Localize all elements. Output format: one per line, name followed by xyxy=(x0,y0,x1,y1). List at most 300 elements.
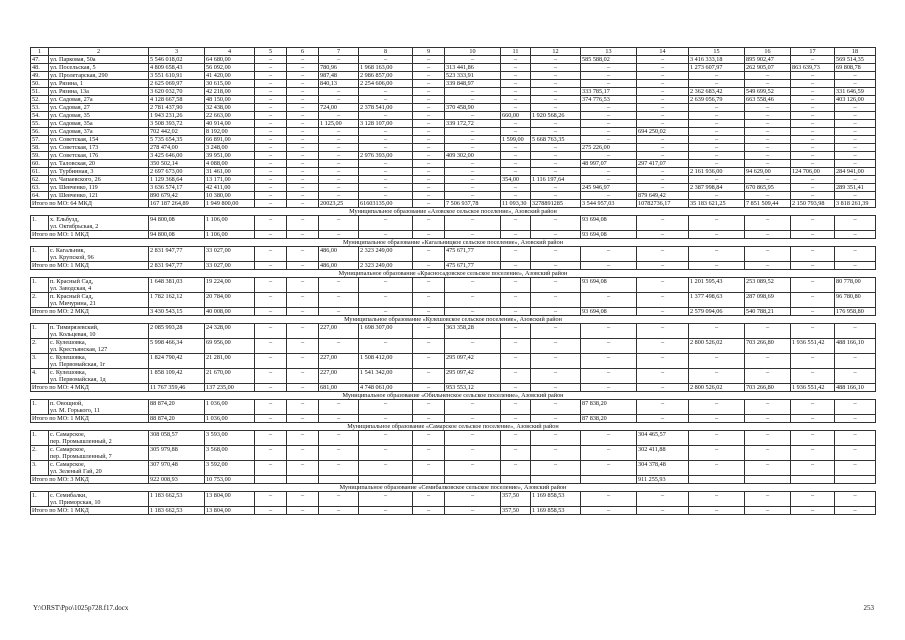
table-cell: – xyxy=(359,144,413,152)
table-cell: – xyxy=(359,160,413,168)
table-cell: 3 416 333,18 xyxy=(689,56,745,64)
table-cell: – xyxy=(501,231,531,239)
table-cell: 1 943 231,26 xyxy=(149,112,205,120)
table-cell: – xyxy=(255,216,287,231)
table-cell: – xyxy=(255,104,287,112)
table-cell: – xyxy=(413,278,445,293)
table-cell: 11 093,30 xyxy=(501,200,531,208)
table-cell: – xyxy=(745,160,791,168)
table-cell: – xyxy=(581,176,637,184)
table-cell: – xyxy=(745,136,791,144)
table-row xyxy=(31,160,876,168)
table-cell xyxy=(791,476,835,484)
table-cell: – xyxy=(791,415,835,423)
table-cell: 3 508 393,72 xyxy=(149,120,205,128)
table-row xyxy=(31,461,876,476)
table-cell: 42 218,00 xyxy=(205,88,255,96)
table-cell: 21 281,00 xyxy=(205,354,255,369)
table-cell: – xyxy=(255,293,287,308)
table-cell: 35 183 621,25 xyxy=(689,200,745,208)
table-cell: 2 161 936,00 xyxy=(689,168,745,176)
table-cell: – xyxy=(835,400,876,415)
table-cell: – xyxy=(637,88,689,96)
table-row xyxy=(31,354,876,369)
table-cell: 523 333,91 xyxy=(445,72,501,80)
table-cell: 308 058,57 xyxy=(149,431,205,446)
table-cell: 40 914,00 xyxy=(205,120,255,128)
address-cell: п. Овощной, ул. М. Горького, 11 xyxy=(49,400,149,415)
address-cell: ул. Советская, 173 xyxy=(49,144,149,152)
table-cell: 4 748 061,00 xyxy=(359,384,413,392)
table-cell: 1 183 662,53 xyxy=(149,507,205,515)
table-cell: – xyxy=(637,112,689,120)
total-label: Итого по МО: 2 МКД xyxy=(31,308,149,316)
table-cell: – xyxy=(531,231,581,239)
table-cell: – xyxy=(745,354,791,369)
table-cell: – xyxy=(637,136,689,144)
table-cell: 911 255,93 xyxy=(637,476,689,484)
table-cell: 2 323 249,00 xyxy=(359,262,413,270)
table-cell: – xyxy=(255,192,287,200)
table-cell: – xyxy=(791,369,835,384)
table-row xyxy=(31,128,876,136)
table-cell: – xyxy=(319,216,359,231)
total-label: Итого по МО: 1 МКД xyxy=(31,507,149,515)
table-cell: 1. xyxy=(31,431,49,446)
table-cell: 702 442,02 xyxy=(149,128,205,136)
table-cell: – xyxy=(413,400,445,415)
section-heading: Муниципальное образование «Кулешовское сельское поселение», Азовский район xyxy=(31,316,876,324)
section-heading: Муниципальное образование «Семибалковское сельское поселение», Азовский район xyxy=(31,484,876,492)
table-cell: – xyxy=(531,72,581,80)
table-cell: – xyxy=(287,56,319,64)
table-cell: 486,00 xyxy=(319,262,359,270)
table-row xyxy=(31,339,876,354)
table-cell: – xyxy=(637,262,689,270)
table-cell: – xyxy=(689,231,745,239)
table-cell: – xyxy=(791,431,835,446)
table-cell: – xyxy=(255,56,287,64)
table-cell: – xyxy=(255,72,287,80)
table-cell: 1 116 197,64 xyxy=(531,176,581,184)
table-cell: – xyxy=(745,507,791,515)
table-cell: 2 387 998,84 xyxy=(689,184,745,192)
table-cell: 1 858 109,42 xyxy=(149,369,205,384)
table-cell: – xyxy=(581,104,637,112)
table-cell: 863 639,73 xyxy=(791,64,835,72)
table-cell: – xyxy=(319,144,359,152)
table-cell: 302 411,88 xyxy=(637,446,689,461)
table-cell: 409 302,00 xyxy=(445,152,501,160)
table-cell: – xyxy=(413,492,445,507)
table-cell: – xyxy=(501,446,531,461)
section-heading-row xyxy=(31,208,876,216)
table-cell: – xyxy=(791,128,835,136)
table-cell: – xyxy=(287,339,319,354)
table-cell: – xyxy=(319,152,359,160)
table-cell: 10 380,00 xyxy=(205,192,255,200)
table-cell: – xyxy=(835,176,876,184)
table-cell: 339 172,72 xyxy=(445,120,501,128)
table-cell: – xyxy=(413,152,445,160)
table-cell: 3. xyxy=(31,354,49,369)
table-cell: 3 430 543,15 xyxy=(149,308,205,316)
table-cell: – xyxy=(287,192,319,200)
table-cell: – xyxy=(531,128,581,136)
table-cell: 3 128 107,00 xyxy=(359,120,413,128)
table-cell: – xyxy=(835,216,876,231)
table-cell: 50. xyxy=(31,80,49,88)
table-cell: 703 266,80 xyxy=(745,384,791,392)
address-cell: ул. Садовая, 27 xyxy=(49,104,149,112)
table-cell: 59. xyxy=(31,152,49,160)
table-cell: – xyxy=(287,160,319,168)
column-number: 3 xyxy=(149,48,205,56)
table-cell: – xyxy=(501,384,531,392)
table-cell: 69 808,78 xyxy=(835,64,876,72)
table-cell: – xyxy=(359,231,413,239)
table-cell: – xyxy=(791,492,835,507)
table-cell: – xyxy=(835,431,876,446)
table-cell: – xyxy=(581,247,637,262)
table-cell: 403 126,00 xyxy=(835,96,876,104)
table-cell: – xyxy=(501,56,531,64)
table-cell: – xyxy=(445,184,501,192)
table-cell xyxy=(255,476,287,484)
table-cell: – xyxy=(413,160,445,168)
address-cell: с. Кагальник, ул. Крупской, 96 xyxy=(49,247,149,262)
table-cell: – xyxy=(501,120,531,128)
table-cell: – xyxy=(445,278,501,293)
table-cell: – xyxy=(287,400,319,415)
table-cell: 953 553,12 xyxy=(445,384,501,392)
table-cell: – xyxy=(531,96,581,104)
table-cell: – xyxy=(287,415,319,423)
total-label: Итого по МО: 4 МКД xyxy=(31,384,149,392)
table-cell: – xyxy=(445,160,501,168)
repair-plan-table xyxy=(30,47,876,515)
table-cell: – xyxy=(319,88,359,96)
table-cell: – xyxy=(287,247,319,262)
table-cell: – xyxy=(745,461,791,476)
table-cell: 3278891285 xyxy=(531,200,581,208)
column-number: 5 xyxy=(255,48,287,56)
table-cell: 2 254 606,00 xyxy=(359,80,413,88)
address-cell: п. Красный Сад, ул. Мичурина, 21 xyxy=(49,293,149,308)
address-cell: ул. Таловская, 20 xyxy=(49,160,149,168)
table-cell: 660,00 xyxy=(501,112,531,120)
table-cell: 5 735 654,35 xyxy=(149,136,205,144)
table-cell: – xyxy=(637,324,689,339)
total-label: Итого по МО: 1 МКД xyxy=(31,262,149,270)
table-cell: – xyxy=(255,262,287,270)
address-cell: п. Тимирязевский, ул. Кольцевая, 10 xyxy=(49,324,149,339)
table-cell: 3 248,00 xyxy=(205,144,255,152)
total-row xyxy=(31,507,876,515)
table-cell: – xyxy=(445,431,501,446)
table-cell: 32 438,00 xyxy=(205,104,255,112)
table-cell: 374 776,53 xyxy=(581,96,637,104)
table-cell: 3 544 957,03 xyxy=(581,200,637,208)
table-cell: – xyxy=(745,144,791,152)
table-cell: – xyxy=(531,192,581,200)
table-row xyxy=(31,88,876,96)
document-sheet xyxy=(30,47,875,515)
table-cell: – xyxy=(445,492,501,507)
table-cell: 4 088,00 xyxy=(205,160,255,168)
table-cell: – xyxy=(359,446,413,461)
section-heading-row xyxy=(31,423,876,431)
total-label: Итого по МО: 1 МКД xyxy=(31,231,149,239)
address-cell: ул. Шевченко, 121 xyxy=(49,192,149,200)
table-cell: 1 129 368,64 xyxy=(149,176,205,184)
table-cell: – xyxy=(255,184,287,192)
table-cell: – xyxy=(255,176,287,184)
address-cell: ул. Рязина, 1 xyxy=(49,80,149,88)
address-cell: ул. Пролетарская, 290 xyxy=(49,72,149,80)
table-cell: – xyxy=(319,168,359,176)
table-cell: 694 250,02 xyxy=(637,128,689,136)
table-cell: – xyxy=(835,112,876,120)
table-cell: – xyxy=(445,192,501,200)
table-cell: – xyxy=(637,492,689,507)
table-cell: – xyxy=(319,415,359,423)
table-cell: – xyxy=(637,247,689,262)
table-cell: 7 506 937,78 xyxy=(445,200,501,208)
table-cell: 2 697 673,00 xyxy=(149,168,205,176)
table-cell: – xyxy=(319,176,359,184)
table-cell: – xyxy=(413,192,445,200)
table-cell: – xyxy=(413,231,445,239)
table-cell: – xyxy=(689,400,745,415)
table-cell: 569 514,35 xyxy=(835,56,876,64)
table-cell: – xyxy=(413,339,445,354)
table-cell: 31 461,00 xyxy=(205,168,255,176)
table-cell: 20023,25 xyxy=(319,200,359,208)
table-cell: 4. xyxy=(31,369,49,384)
table-cell: – xyxy=(255,507,287,515)
section-heading: Муниципальное образование «Кагальницкое сельское поселение», Азовский район xyxy=(31,239,876,247)
table-cell: – xyxy=(287,431,319,446)
address-cell: х. Ельбузд, ул. Октябрьская, 2 xyxy=(49,216,149,231)
table-cell: – xyxy=(501,144,531,152)
table-cell xyxy=(745,476,791,484)
table-cell: 94 800,08 xyxy=(149,216,205,231)
table-cell: 313 441,86 xyxy=(445,64,501,72)
table-cell: – xyxy=(319,112,359,120)
table-cell: – xyxy=(413,216,445,231)
address-cell: ул. Чапаевского, 26 xyxy=(49,176,149,184)
table-cell: – xyxy=(637,168,689,176)
table-cell: – xyxy=(531,400,581,415)
table-cell: 30 615,00 xyxy=(205,80,255,88)
table-cell: – xyxy=(835,136,876,144)
table-cell: 49. xyxy=(31,72,49,80)
table-cell: – xyxy=(445,176,501,184)
table-cell: 2 625 069,97 xyxy=(149,80,205,88)
table-cell: 4 809 658,43 xyxy=(149,64,205,72)
table-cell: – xyxy=(689,415,745,423)
table-cell: – xyxy=(319,231,359,239)
table-cell: 94 800,08 xyxy=(149,231,205,239)
table-cell: 1. xyxy=(31,278,49,293)
table-cell: – xyxy=(637,400,689,415)
table-cell: – xyxy=(287,112,319,120)
table-cell: – xyxy=(581,152,637,160)
table-cell: 1 201 595,43 xyxy=(689,278,745,293)
table-cell: – xyxy=(501,262,531,270)
table-cell: – xyxy=(581,431,637,446)
table-cell: 64 680,00 xyxy=(205,56,255,64)
table-cell: – xyxy=(445,56,501,64)
table-cell: – xyxy=(501,80,531,88)
table-cell: – xyxy=(637,293,689,308)
table-cell: – xyxy=(255,64,287,72)
table-row xyxy=(31,184,876,192)
table-cell: – xyxy=(745,176,791,184)
table-cell: 53. xyxy=(31,104,49,112)
address-cell: с. Семибалки, ул. Приморская, 10 xyxy=(49,492,149,507)
table-cell: – xyxy=(445,446,501,461)
table-cell: – xyxy=(255,461,287,476)
table-row xyxy=(31,136,876,144)
table-cell: 2 800 526,02 xyxy=(689,384,745,392)
table-cell: – xyxy=(835,80,876,88)
table-cell: – xyxy=(287,262,319,270)
table-cell: – xyxy=(581,339,637,354)
table-cell: – xyxy=(287,80,319,88)
table-cell: – xyxy=(791,293,835,308)
table-cell: 304 465,57 xyxy=(637,431,689,446)
table-cell: 1 782 162,12 xyxy=(149,293,205,308)
table-cell: – xyxy=(319,293,359,308)
table-cell: – xyxy=(359,293,413,308)
table-cell: – xyxy=(319,192,359,200)
table-cell: – xyxy=(413,120,445,128)
table-cell: 88 874,20 xyxy=(149,415,205,423)
table-cell: – xyxy=(531,369,581,384)
table-cell: 48 997,07 xyxy=(581,160,637,168)
total-label: Итого по МО: 3 МКД xyxy=(31,476,149,484)
table-cell: 62. xyxy=(31,176,49,184)
table-cell: – xyxy=(637,120,689,128)
table-cell: – xyxy=(637,152,689,160)
table-cell: – xyxy=(637,144,689,152)
table-cell: – xyxy=(413,446,445,461)
table-cell: 1 698 307,00 xyxy=(359,324,413,339)
table-cell: – xyxy=(531,278,581,293)
table-row xyxy=(31,446,876,461)
table-cell: 2. xyxy=(31,339,49,354)
table-cell: 52. xyxy=(31,96,49,104)
table-cell: – xyxy=(319,507,359,515)
address-cell: ул. Рязина, 13а xyxy=(49,88,149,96)
table-row xyxy=(31,120,876,128)
table-cell: 57. xyxy=(31,136,49,144)
table-cell: 275 226,00 xyxy=(581,144,637,152)
table-cell: 2 639 056,79 xyxy=(689,96,745,104)
table-cell: – xyxy=(359,308,413,316)
table-cell: – xyxy=(319,431,359,446)
table-cell: 1 508 412,00 xyxy=(359,354,413,369)
table-cell: – xyxy=(319,339,359,354)
table-row xyxy=(31,72,876,80)
table-cell: – xyxy=(501,72,531,80)
table-cell: 1 125,00 xyxy=(319,120,359,128)
table-cell: 475 671,77 xyxy=(445,247,501,262)
table-cell: – xyxy=(413,136,445,144)
table-cell xyxy=(359,476,413,484)
table-cell: 51. xyxy=(31,88,49,96)
table-cell: 370 458,90 xyxy=(445,104,501,112)
table-cell: – xyxy=(637,308,689,316)
table-cell: 93 694,08 xyxy=(581,278,637,293)
column-number: 14 xyxy=(637,48,689,56)
table-cell: – xyxy=(359,461,413,476)
table-cell: 1. xyxy=(31,400,49,415)
table-cell: 13 804,00 xyxy=(205,492,255,507)
table-cell: – xyxy=(745,324,791,339)
table-cell: 3 620 032,70 xyxy=(149,88,205,96)
table-cell: – xyxy=(501,431,531,446)
column-number: 4 xyxy=(205,48,255,56)
table-row xyxy=(31,492,876,507)
table-cell: 93 694,08 xyxy=(581,216,637,231)
table-cell: – xyxy=(531,339,581,354)
address-cell: ул. Садовая, 35а xyxy=(49,120,149,128)
table-cell: – xyxy=(791,247,835,262)
table-cell: – xyxy=(413,104,445,112)
table-row xyxy=(31,324,876,339)
table-cell: – xyxy=(637,369,689,384)
table-cell: – xyxy=(581,384,637,392)
table-cell: – xyxy=(835,104,876,112)
total-row xyxy=(31,262,876,270)
table-cell: 5 998 466,34 xyxy=(149,339,205,354)
table-cell: – xyxy=(745,120,791,128)
address-cell: ул. Советская, 176 xyxy=(49,152,149,160)
table-cell: 56. xyxy=(31,128,49,136)
table-cell: – xyxy=(835,369,876,384)
table-cell: 1. xyxy=(31,492,49,507)
table-cell: – xyxy=(637,80,689,88)
table-cell: – xyxy=(531,247,581,262)
table-cell: – xyxy=(413,354,445,369)
table-cell: – xyxy=(287,492,319,507)
table-cell: – xyxy=(531,64,581,72)
table-cell: 5 546 018,02 xyxy=(149,56,205,64)
table-cell: 1. xyxy=(31,216,49,231)
column-number: 9 xyxy=(413,48,445,56)
table-cell: – xyxy=(835,192,876,200)
table-cell: – xyxy=(835,354,876,369)
table-cell: – xyxy=(501,128,531,136)
table-cell: – xyxy=(745,446,791,461)
table-cell: – xyxy=(413,96,445,104)
table-cell: – xyxy=(745,152,791,160)
column-number: 18 xyxy=(835,48,876,56)
table-row xyxy=(31,104,876,112)
table-cell: 55. xyxy=(31,120,49,128)
table-cell: 363 358,28 xyxy=(445,324,501,339)
table-cell: 167 187 264,89 xyxy=(149,200,205,208)
table-cell: 93 694,08 xyxy=(581,231,637,239)
table-cell: 262 905,07 xyxy=(745,64,791,72)
address-cell: ул. Садовая, 37а xyxy=(49,128,149,136)
table-cell: – xyxy=(255,324,287,339)
table-cell: 1 920 568,26 xyxy=(531,112,581,120)
table-cell: – xyxy=(255,431,287,446)
